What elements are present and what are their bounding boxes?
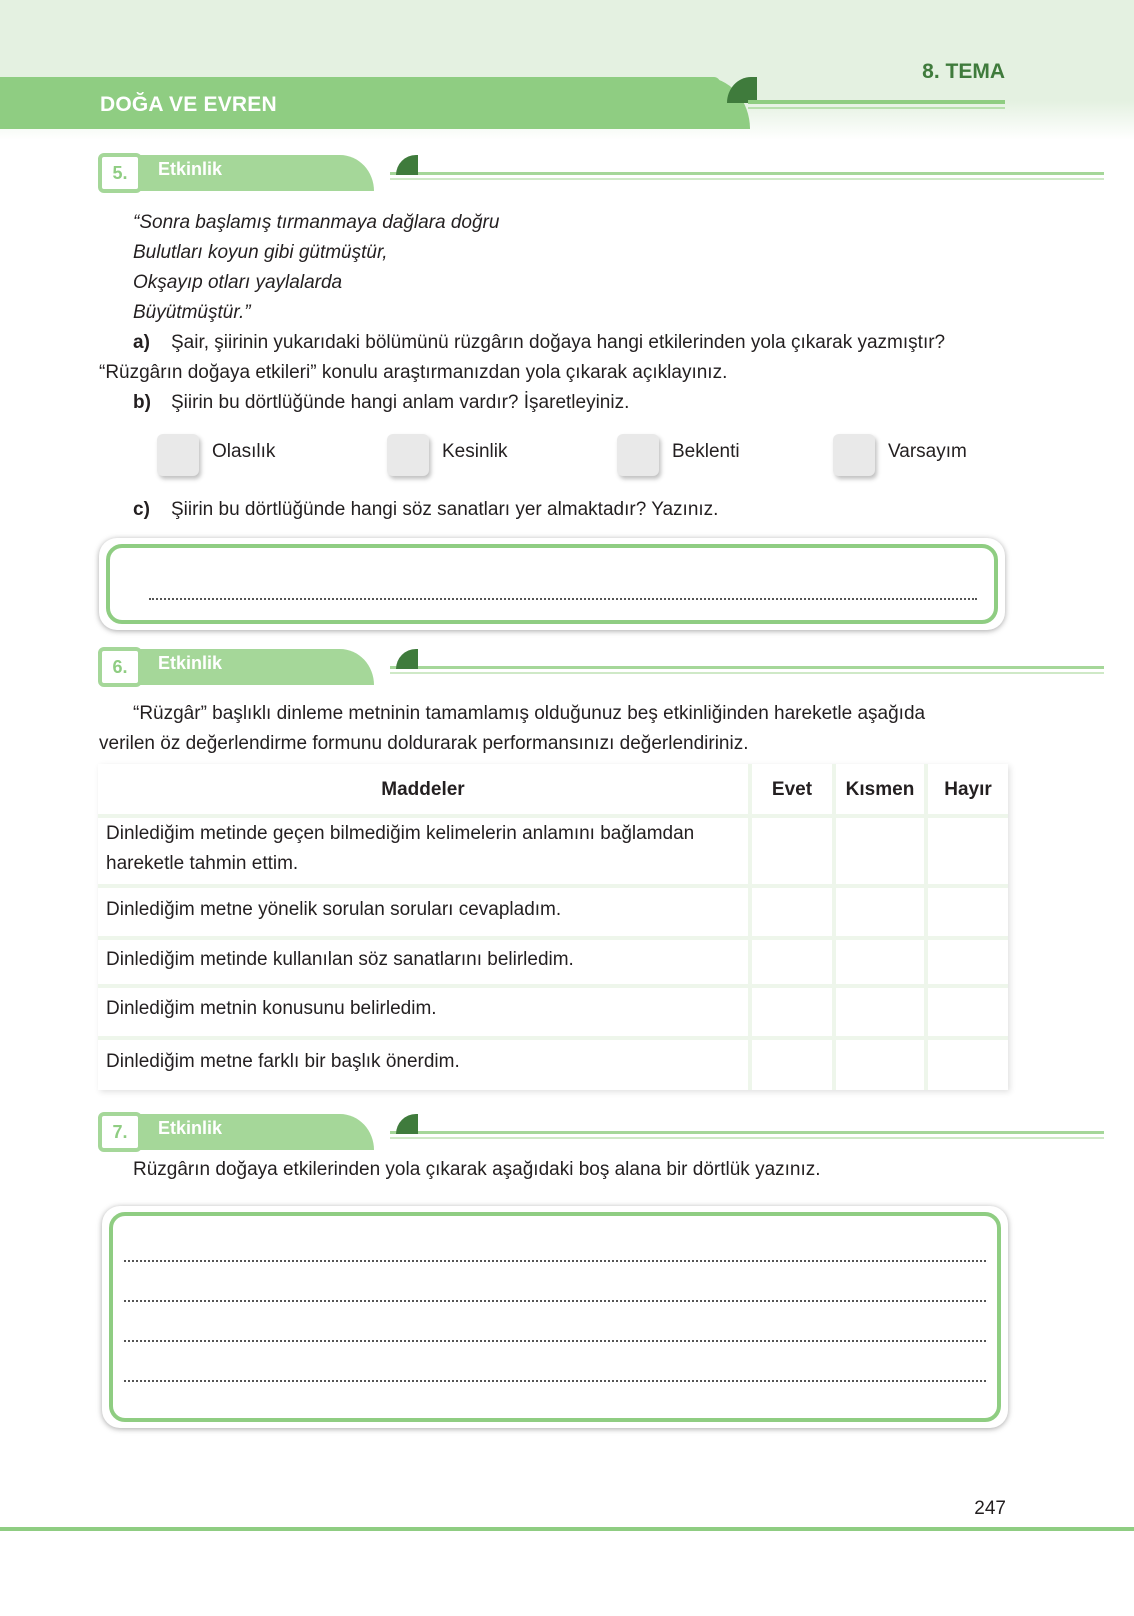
poem-line-4: Büyütmüştür.” [133,302,251,323]
column-divider [748,764,752,1090]
answer-box-activity-5[interactable] [99,538,1005,630]
activity-header-accent [396,155,418,175]
column-header-evet: Evet [771,779,813,800]
poem-line-2: Bulutları koyun gibi gütmüştür, [133,242,388,263]
answer-line[interactable] [124,1260,986,1262]
table-row-1-text-cont: hareketle tahmin ettim. [106,853,299,874]
header-rule-thin [748,107,1005,109]
option-checkbox-varsayim[interactable] [833,434,875,476]
footer-rule [0,1527,1134,1531]
answer-line[interactable] [124,1300,986,1302]
question-a-marker: a) [133,332,150,353]
row-divider [98,1036,1008,1040]
activity-number: 5. [98,153,142,193]
activity-label: Etkinlik [158,653,223,673]
activity-header-accent [396,1114,418,1134]
poem-line-1: “Sonra başlamış tırmanmaya dağlara doğru [133,212,500,233]
answer-line[interactable] [124,1380,986,1382]
column-header-kismen: Kısmen [845,779,915,800]
activity-rule [390,1131,1104,1134]
self-evaluation-table [98,764,1008,1090]
table-row-3-text: Dinlediğim metinde kullanılan söz sanatlarını belirledim. [106,949,574,970]
answer-line[interactable] [149,598,977,600]
activity-6-intro-cont: verilen öz değerlendirme formunu doldurarak performansınızı değerlendiriniz. [99,733,749,754]
option-checkbox-kesinlik[interactable] [387,434,429,476]
row-divider [98,936,1008,940]
table-row-4-text: Dinlediğim metnin konusunu belirledim. [106,998,437,1019]
activity-number: 6. [98,647,142,687]
activity-rule-thin [390,1137,1104,1139]
page-number: 247 [974,1498,1006,1519]
table-row-1-text: Dinlediğim metinde geçen bilmediğim kelimelerin anlamını bağlamdan [106,823,695,844]
option-checkbox-beklenti[interactable] [617,434,659,476]
activity-5-header [98,153,1008,193]
answer-box-frame [109,1212,1001,1422]
option-checkbox-olasilik[interactable] [157,434,199,476]
activity-7-header [98,1112,1008,1152]
poem-line-3: Okşayıp otları yaylalarda [133,272,343,293]
column-divider [924,764,928,1090]
question-a-text-cont: “Rüzgârın doğaya etkileri” konulu araştırmanızdan yola çıkarak açıklayınız. [99,362,728,383]
activity-label: Etkinlik [158,1118,223,1138]
row-divider [98,814,1008,818]
option-label-beklenti: Beklenti [672,441,740,462]
activity-rule-thin [390,178,1104,180]
theme-title: DOĞA VE EVREN [100,93,277,116]
activity-rule [390,666,1104,669]
question-c-text: Şiirin bu dörtlüğünde hangi söz sanatları yer almaktadır? Yazınız. [171,499,719,520]
option-label-kesinlik: Kesinlik [442,441,508,462]
table-row-5-text: Dinlediğim metne farklı bir başlık önerdim. [106,1051,460,1072]
question-b-marker: b) [133,392,151,413]
question-b-text: Şiirin bu dörtlüğünde hangi anlam vardır? İşaretleyiniz. [171,392,630,413]
answer-box-activity-7[interactable] [102,1206,1008,1428]
activity-6-intro: “Rüzgâr” başlıklı dinleme metninin tamamlamış olduğunuz beş etkinliğinden hareketle aşağıda [133,703,926,724]
row-divider [98,984,1008,988]
activity-number: 7. [98,1112,142,1152]
option-label-varsayim: Varsayım [888,441,967,462]
question-a-text: Şair, şiirinin yukarıdaki bölümünü rüzgârın doğaya hangi etkilerinden yola çıkarak yazmıştır? [171,332,946,353]
answer-box-frame [106,544,998,624]
activity-6-header [98,647,1008,687]
answer-line[interactable] [124,1340,986,1342]
theme-number: 8. TEMA [922,60,1005,83]
activity-rule [390,172,1104,175]
activity-header-accent [396,649,418,669]
column-header-maddeler: Maddeler [381,779,465,800]
activity-7-instruction: Rüzgârın doğaya etkilerinden yola çıkarak aşağıdaki boş alana bir dörtlük yazınız. [133,1159,821,1180]
header-rule [748,100,1005,104]
table-row-2-text: Dinlediğim metne yönelik sorulan soruları cevapladım. [106,899,562,920]
row-divider [98,884,1008,888]
question-c-marker: c) [133,499,150,520]
column-divider [832,764,836,1090]
activity-label: Etkinlik [158,159,223,179]
column-header-hayir: Hayır [944,779,992,800]
option-label-olasilik: Olasılık [212,441,276,462]
activity-rule-thin [390,672,1104,674]
